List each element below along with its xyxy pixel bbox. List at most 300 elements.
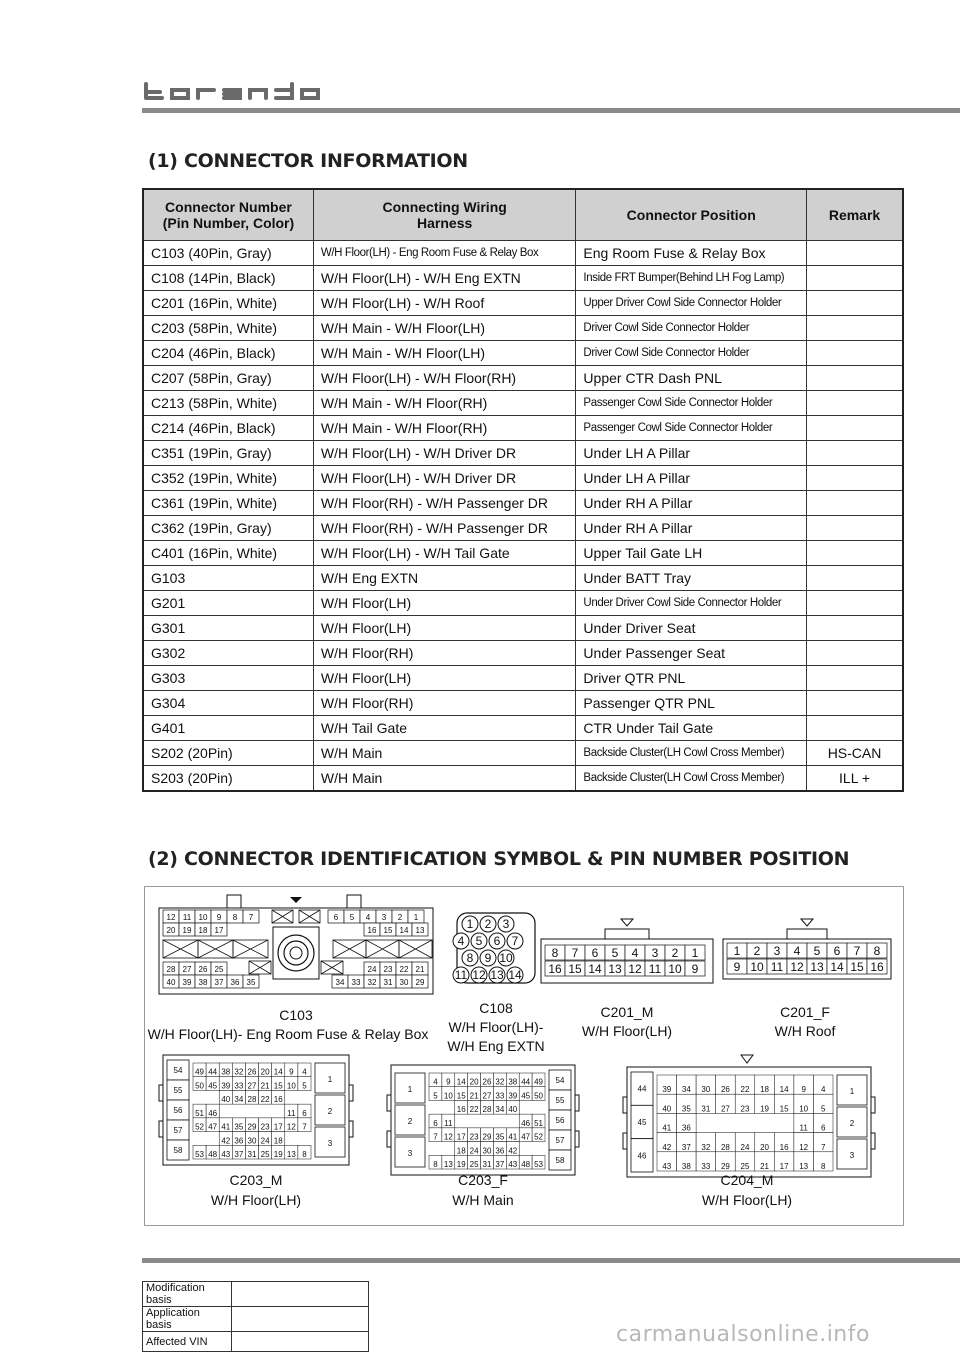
pin-label: 32 [701,1142,711,1152]
pin-label: 12 [472,968,486,982]
pin-label: 8 [302,1150,307,1159]
pin-label: 9 [691,962,699,976]
cell-position: Driver Cowl Side Connector Holder [576,341,807,366]
pin-label: 52 [534,1132,544,1142]
cell-position: Under Driver Cowl Side Connector Holder [576,591,807,616]
caption-c108-id: C108 [479,1000,513,1016]
pin-label: 37 [234,1150,244,1159]
modification-table [142,1281,369,1352]
pin-label: 30 [247,1136,257,1146]
pin-label: 39 [221,1081,231,1091]
cell-remark: HS-CAN [807,741,903,766]
pin-label: 4 [433,1077,438,1087]
cell-wiring: W/H Floor(LH) - W/H Floor(RH) [313,366,576,391]
cell-remark [807,266,903,291]
pin-label: 43 [662,1162,672,1171]
pin-label: 15 [383,926,393,935]
cell-number: G302 [143,641,313,666]
caption-c103-harness: W/H Floor(LH)- Eng Room Fuse & Relay Box [147,1026,429,1042]
cell-wiring: W/H Eng EXTN [313,566,576,591]
mod-value [232,1307,369,1332]
pin-label: 3 [381,913,387,922]
connector-c201m [541,919,713,983]
pin-label: 33 [701,1162,711,1171]
pin-label: 21 [760,1162,770,1171]
caption-c204m-harness: W/H Floor(LH) [701,1192,793,1208]
pin-label: 21 [469,1091,479,1101]
pin-label: 25 [469,1160,479,1169]
pin-label: 7 [433,1132,438,1142]
caption-c201f-harness: W/H Roof [774,1023,836,1039]
pin-label: 8 [433,1160,438,1169]
pin-label: 26 [247,1067,257,1077]
pin-label: 56 [555,1116,565,1125]
pin-label: 18 [456,1146,466,1156]
pin-label: 37 [495,1160,505,1169]
cell-wiring: W/H Main - W/H Floor(RH) [313,391,576,416]
table-row [143,591,903,616]
pin-label: 39 [508,1091,518,1101]
latch [871,1133,875,1149]
pin-label: 28 [720,1142,730,1152]
latch [227,895,241,908]
cell-wiring: W/H Floor(LH) [313,616,576,641]
cell-position: Under LH A Pillar [576,466,807,491]
pin-label: 38 [198,978,208,987]
pin-label: 10 [668,962,682,976]
header-connecting-wiring: Connecting Wiring Harness [313,189,576,241]
pin-label: 49 [195,1067,205,1077]
pin-label: 20 [469,1077,479,1087]
mod-value [232,1282,369,1307]
pin-label: 12 [443,1132,453,1142]
pin-label: 42 [662,1142,672,1152]
pin-label: 57 [173,1126,183,1135]
pin-label: 22 [740,1085,750,1095]
cell-number: C103 (40Pin, Gray) [143,241,313,266]
pin-label: 9 [801,1085,806,1095]
pin-label: 25 [740,1162,750,1171]
pin-label: 48 [208,1150,218,1159]
pin-label: 11 [454,968,468,982]
cell-remark [807,291,903,316]
cell-wiring: W/H Main - W/H Floor(RH) [313,416,576,441]
cell-position: Backside Cluster(LH Cowl Cross Member) [576,741,807,766]
cell-position: Under RH A Pillar [576,491,807,516]
pin-label: 13 [286,1150,296,1159]
cell-number: C401 (16Pin, White) [143,541,313,566]
cell-remark [807,541,903,566]
pin-label: 23 [469,1132,479,1142]
pin-label: 32 [495,1077,505,1087]
latch [347,895,361,908]
pin-label: 11 [444,1118,453,1128]
pin-label: 16 [548,962,562,976]
pin-label: 35 [495,1132,505,1142]
pin-label: 4 [631,946,639,960]
pin-label: 32 [367,978,377,987]
cell-remark [807,691,903,716]
pin-label: 35 [246,978,256,987]
pin-label: 42 [221,1136,231,1146]
pin-label: 26 [198,965,208,974]
pin-label: 43 [508,1160,518,1169]
pin-label: 51 [195,1108,205,1118]
pin-label: 3 [849,1151,855,1160]
cell-wiring: W/H Main - W/H Floor(LH) [313,316,576,341]
pin-label: 7 [853,944,861,958]
pin-label: 38 [508,1077,518,1087]
pin-label: 24 [469,1146,479,1156]
table-row [143,266,903,291]
cell-wiring: W/H Floor(LH) - W/H Eng EXTN [313,266,576,291]
pin-label: 58 [555,1156,565,1165]
pin-label: 5 [349,913,355,922]
pin-label: 42 [508,1146,518,1156]
pin-label: 37 [681,1142,691,1152]
latch [575,1095,579,1111]
caption-c103-id: C103 [279,1007,313,1023]
cell-number: C203 (58Pin, White) [143,316,313,341]
pin-label: 9 [289,1067,294,1077]
cell-number: G401 [143,716,313,741]
pin-label: 3 [651,946,659,960]
cell-remark [807,516,903,541]
caption-c203f-harness: W/H Main [452,1192,514,1208]
cell-position: Driver Cowl Side Connector Holder [576,316,807,341]
table-row [143,491,903,516]
pin-label: 36 [495,1146,505,1156]
connector-c204m [623,1067,875,1177]
cell-number: C204 (46Pin, Black) [143,341,313,366]
pin-label: 27 [482,1091,492,1101]
pin-label: 11 [648,962,662,976]
pin-label: 46 [637,1151,647,1161]
table-row [143,691,903,716]
cell-position: Driver QTR PNL [576,666,807,691]
key-marker [741,1055,753,1063]
pin-label: 2 [397,913,403,922]
cell-remark [807,491,903,516]
pin-label: 6 [493,934,501,948]
cell-number: G103 [143,566,313,591]
pin-label: 45 [637,1118,647,1127]
table-row [143,1332,369,1352]
pin-label: 33 [495,1091,505,1101]
cell-number: C213 (58Pin, White) [143,391,313,416]
pin-label: 15 [568,962,582,976]
cell-position: Under Passenger Seat [576,641,807,666]
latch [387,1095,391,1111]
pin-label: 1 [407,1085,413,1094]
cell-number: C362 (19Pin, Gray) [143,516,313,541]
pin-label: 16 [779,1142,789,1152]
pin-label: 40 [662,1104,672,1114]
pin-label: 25 [214,965,224,974]
section-title-connector-information: (1) CONNECTOR INFORMATION [148,150,468,172]
pin-label: 20 [260,1067,270,1077]
pin-label: 32 [234,1067,244,1077]
pin-label: 19 [760,1104,770,1114]
pin-label: 27 [720,1104,730,1114]
pin-label: 2 [849,1119,855,1128]
pin-label: 1 [733,944,741,958]
pin-label: 10 [443,1091,453,1101]
pin-label: 14 [830,960,844,974]
pin-label: 6 [591,946,599,960]
cell-remark [807,341,903,366]
cell-position: Inside FRT Bumper(Behind LH Fog Lamp) [576,266,807,291]
pin-label: 40 [221,1095,231,1105]
pin-label: 51 [534,1118,544,1128]
cell-number: C214 (46Pin, Black) [143,416,313,441]
pin-label: 36 [681,1123,691,1133]
cell-position: Under Driver Seat [576,616,807,641]
latch [787,929,827,939]
cell-remark [807,441,903,466]
cell-remark [807,316,903,341]
pin-label: 16 [367,926,377,935]
table-row [143,541,903,566]
pin-label: 7 [302,1122,307,1132]
mod-label: Affected VIN [143,1332,232,1352]
cell-wiring: W/H Floor(LH) [313,666,576,691]
pin-label: 24 [740,1142,750,1152]
pin-label: 34 [234,1095,244,1105]
pin-label: 17 [273,1122,283,1132]
pin-label: 52 [195,1122,205,1132]
pin-label: 36 [234,1136,244,1146]
pin-label: 14 [273,1067,283,1077]
pin-label: 13 [415,926,425,935]
pin-label: 22 [399,965,409,974]
pin-label: 2 [484,917,492,931]
pin-label: 38 [681,1162,691,1171]
pin-label: 15 [273,1081,283,1091]
table-row [143,241,903,266]
pin-label: 26 [720,1085,730,1095]
cell-number: C201 (16Pin, White) [143,291,313,316]
table-row [143,516,903,541]
pin-label: 19 [273,1150,283,1159]
table-row [143,391,903,416]
pin-label: 26 [482,1077,492,1087]
cell-wiring: W/H Floor(RH) - W/H Passenger DR [313,516,576,541]
pin-label: 30 [701,1085,711,1095]
pin-label: 10 [499,951,513,965]
cell-remark [807,416,903,441]
table-row [143,1282,369,1307]
pin-label: 2 [753,944,761,958]
cell-remark [807,566,903,591]
connector-info-table [142,188,904,792]
pin-label: 17 [214,926,224,935]
table-row [143,716,903,741]
table-row [143,416,903,441]
connector-diagram-panel [144,886,904,1226]
pin-label: 33 [234,1081,244,1091]
pin-label: 1 [413,913,419,922]
pin-label: 34 [335,978,345,987]
table-row [143,441,903,466]
cell-wiring: W/H Floor(LH) - W/H Roof [313,291,576,316]
pin-label: 54 [173,1066,183,1075]
cell-wiring: W/H Floor(RH) [313,641,576,666]
header-connector-position: Connector Position [576,189,807,241]
cell-wiring: W/H Floor(RH) - W/H Passenger DR [313,491,576,516]
pin-label: 8 [873,944,881,958]
pin-label: 12 [790,960,804,974]
pin-label: 15 [850,960,864,974]
pin-label: 2 [671,946,679,960]
pin-label: 22 [260,1095,270,1105]
pin-label: 35 [681,1104,691,1114]
cell-remark [807,666,903,691]
pin-label: 4 [302,1067,307,1077]
pin-label: 3 [407,1149,413,1158]
mod-value [232,1332,369,1352]
cell-position: Eng Room Fuse & Relay Box [576,241,807,266]
pin-label: 29 [720,1162,730,1171]
pin-label: 6 [820,1123,826,1133]
pin-label: 6 [302,1108,307,1118]
pin-label: 7 [511,934,519,948]
caption-c108-harness-2: W/H Eng EXTN [447,1038,545,1054]
latch [349,1121,353,1137]
cell-remark [807,641,903,666]
pin-label: 31 [482,1160,492,1169]
pin-label: 29 [415,978,425,987]
pin-label: 3 [327,1139,333,1148]
pin-label: 17 [456,1132,466,1142]
cell-wiring: W/H Main [313,741,576,766]
connector-c203f [387,1065,579,1175]
pin-label: 30 [399,978,409,987]
pin-label: 24 [260,1136,270,1146]
pin-label: 47 [521,1132,531,1142]
pin-label: 10 [799,1104,809,1114]
pin-label: 12 [799,1142,809,1152]
table-row [143,741,903,766]
pin-label: 12 [628,962,642,976]
caption-c108-harness: W/H Floor(LH)- [448,1019,544,1035]
pin-label: 27 [247,1081,257,1091]
cell-remark [807,241,903,266]
cell-position: Upper Driver Cowl Side Connector Holder [576,291,807,316]
pin-label: 5 [433,1091,438,1101]
pin-label: 5 [475,934,483,948]
latch [605,929,649,939]
cell-number: S202 (20Pin) [143,741,313,766]
cell-remark [807,366,903,391]
pin-label: 24 [367,965,377,974]
pin-label: 18 [760,1085,770,1095]
pin-label: 20 [166,926,176,935]
cell-position: Upper CTR Dash PNL [576,366,807,391]
cell-remark [807,716,903,741]
pin-label: 21 [415,965,425,974]
table-row [143,766,903,792]
pin-label: 23 [740,1104,750,1114]
pin-label: 14 [399,926,409,935]
cell-remark: ILL + [807,766,903,792]
cell-position: Under BATT Tray [576,566,807,591]
cell-number: G301 [143,616,313,641]
cell-number: S203 (20Pin) [143,766,313,792]
cell-wiring: W/H Floor(RH) [313,691,576,716]
pin-label: 18 [273,1136,283,1146]
pin-label: 25 [260,1150,270,1159]
pin-label: 8 [232,913,238,922]
pin-label: 54 [555,1076,565,1085]
cell-position: Passenger Cowl Side Connector Holder [576,391,807,416]
pin-label: 45 [208,1081,218,1091]
pin-label: 31 [383,978,393,987]
key-marker [621,919,633,926]
watermark: carmanualsonline.info [616,1322,870,1347]
pin-label: 21 [260,1081,270,1091]
table-row [143,641,903,666]
table-row [143,366,903,391]
pin-label: 13 [608,962,622,976]
pin-label: 2 [327,1107,333,1116]
pin-label: 9 [216,913,222,922]
korando-logo [142,82,322,102]
table-row [143,1307,369,1332]
pin-label: 15 [779,1104,789,1114]
caption-c201m-harness: W/H Floor(LH) [581,1023,673,1039]
cell-remark [807,391,903,416]
pin-label: 12 [166,913,176,922]
pin-label: 4 [365,913,371,922]
pin-label: 5 [302,1081,307,1091]
table-header-row [143,189,903,241]
footer-rule [142,1258,960,1263]
caption-c201f-id: C201_F [780,1004,830,1020]
pin-label: 14 [456,1077,466,1087]
connector-c103 [159,895,433,994]
pin-label: 2 [407,1117,413,1126]
pin-label: 16 [456,1105,466,1115]
pin-label: 50 [195,1081,205,1091]
pin-label: 9 [733,960,741,974]
pin-label: 19 [182,926,192,935]
cell-number: C351 (19Pin, Gray) [143,441,313,466]
pin-label: 44 [637,1084,647,1094]
cell-position: Passenger QTR PNL [576,691,807,716]
pin-label: 38 [221,1067,231,1077]
pin-label: 9 [446,1077,451,1087]
pin-label: 3 [773,944,781,958]
connector-c108 [453,913,535,983]
cell-number: C361 (19Pin, White) [143,491,313,516]
cell-number: C207 (58Pin, Gray) [143,366,313,391]
pin-label: 22 [469,1105,479,1115]
latch [575,1131,579,1147]
caption-c204m-id: C204_M [720,1172,774,1188]
connector-c203m [159,1055,353,1165]
pin-label: 55 [555,1096,565,1105]
pin-label: 1 [466,917,474,931]
pin-label: 44 [521,1077,531,1087]
cell-number: G201 [143,591,313,616]
table-row [143,316,903,341]
connector-diagrams [145,887,903,1225]
pin-label: 8 [820,1162,826,1171]
pin-label: 13 [443,1160,453,1169]
pin-label: 41 [662,1123,672,1133]
pin-label: 47 [208,1122,218,1132]
